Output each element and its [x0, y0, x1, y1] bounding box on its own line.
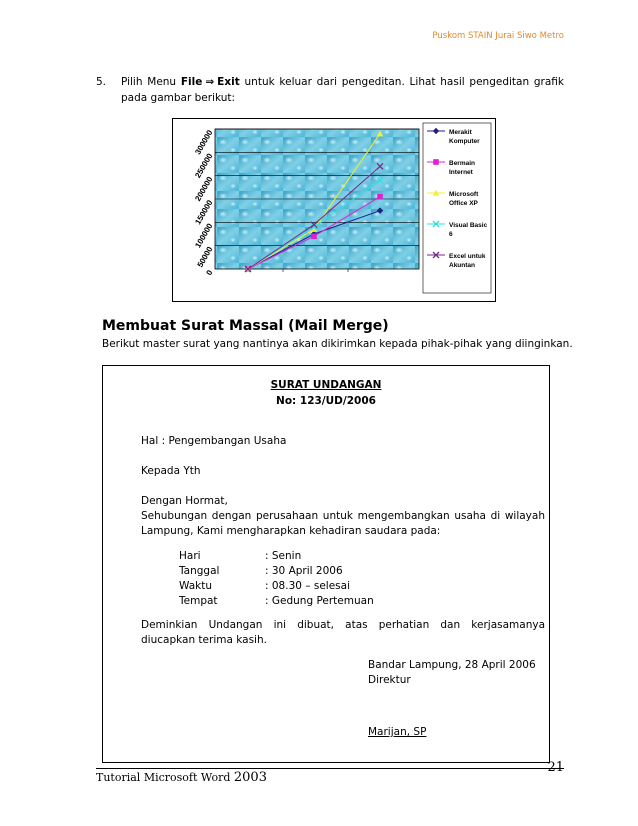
footer-divider [96, 768, 564, 769]
legend-label: Merakit [449, 129, 472, 136]
y-tick-label: 0 [204, 268, 215, 277]
legend-label: Excel untuk [449, 253, 486, 260]
detail-value: : 08.30 – selesai [265, 580, 350, 592]
menu-file: File [180, 76, 203, 88]
letter-subject: Hal : Pengembangan Usaha [141, 435, 287, 447]
letter-greeting: Dengan Hormat, [141, 495, 228, 507]
letter-signer: Marijan, SP [368, 726, 427, 738]
step-text-2: untuk keluar dari pengeditan. Lihat hasil pengeditan grafik pada gambar berikut: [121, 76, 564, 104]
section-intro: Berikut master surat yang nantinya akan dikirimkan kepada pihak-pihak yang diinginkan. [102, 338, 573, 350]
footer-year: 2003 [233, 770, 267, 785]
detail-label: Tempat [179, 595, 218, 607]
letter-recipient: Kepada Yth [141, 465, 201, 477]
detail-label: Waktu [179, 580, 212, 592]
letter-body: Sehubungan dengan perusahaan untuk mengembangkan usaha di wilayah Lampung, Kami mengharapkan kehadiran saudara pada: [141, 510, 545, 537]
detail-value: : 30 April 2006 [265, 565, 343, 577]
section-heading: Membuat Surat Massal (Mail Merge) [102, 318, 389, 334]
y-tick-label: 100000 [193, 221, 215, 250]
menu-exit: Exit [217, 76, 240, 88]
step-5 [96, 74, 564, 106]
legend-label: Visual Basic [449, 222, 488, 229]
letter-number: No: 123/UD/2006 [276, 395, 376, 407]
y-tick-label: 50000 [195, 245, 215, 269]
legend-label: Microsoft [449, 191, 479, 198]
step-text-1: Pilih Menu [121, 76, 177, 88]
y-tick-label: 150000 [193, 198, 215, 227]
letter-box [102, 365, 550, 763]
legend-label: 6 [449, 231, 453, 238]
page-number: 21 [547, 760, 564, 775]
detail-label: Hari [179, 550, 201, 562]
letter-closing: Deminkian Undangan ini dibuat, atas perhatian dan kerjasamanya diucapkan terima kasih. [141, 619, 545, 646]
data-point [433, 159, 439, 165]
legend-label: Bermain [449, 160, 476, 167]
y-tick-label: 250000 [193, 151, 215, 180]
footer-title [96, 770, 267, 785]
line-chart [173, 119, 495, 301]
y-tick-label: 200000 [193, 175, 215, 203]
detail-label: Tanggal [179, 565, 220, 577]
data-point [311, 234, 317, 240]
letter-position: Direktur [368, 674, 411, 686]
page-header: Puskom STAIN Jurai Siwo Metro [432, 31, 564, 41]
detail-value: : Senin [265, 550, 302, 562]
legend-label: Office XP [449, 200, 478, 207]
y-tick-label: 300000 [193, 128, 215, 157]
letter-title: SURAT UNDANGAN [270, 379, 382, 391]
letter-place-date: Bandar Lampung, 28 April 2006 [368, 659, 536, 671]
chart-container [172, 118, 496, 302]
step-number: 5. [96, 76, 107, 88]
footer-text: Tutorial Microsoft Word [96, 771, 231, 784]
arrow-icon: ⇒ [205, 76, 215, 88]
legend-label: Internet [449, 169, 473, 176]
detail-value: : Gedung Pertemuan [265, 595, 374, 607]
legend-label: Akuntan [449, 262, 475, 269]
legend-label: Komputer [449, 138, 480, 145]
data-point [377, 194, 383, 200]
